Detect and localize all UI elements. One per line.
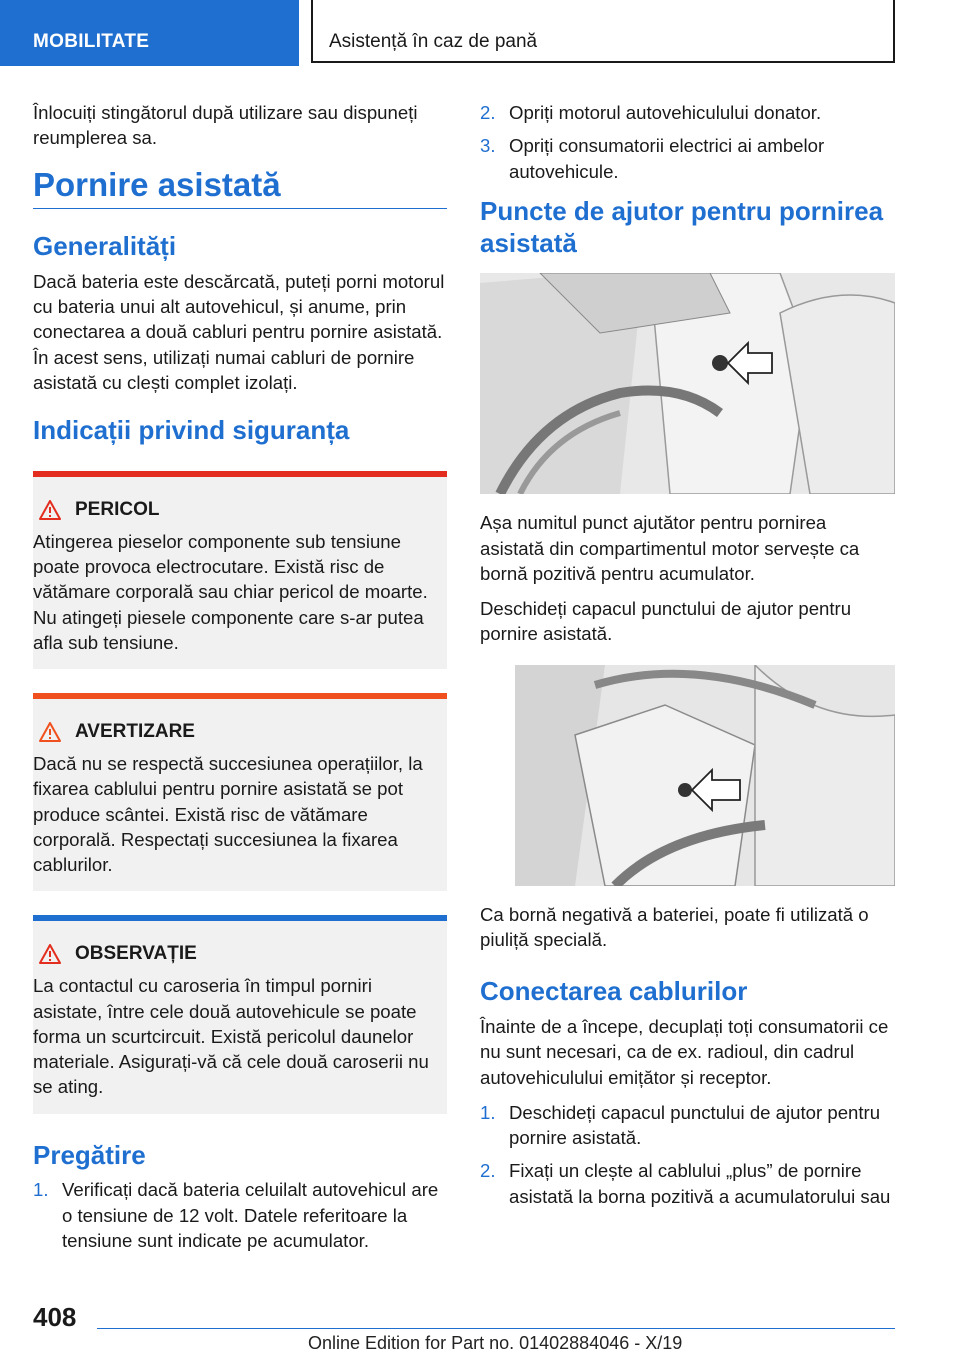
notice-label: OBSERVAȚIE bbox=[75, 943, 197, 965]
points-paragraph-1: Așa numitul punct ajutător pentru pornirea asistată din compartimentul motor servește ca bornă pozitivă pentru acumulator. bbox=[480, 512, 860, 584]
step-number: 1. bbox=[33, 1179, 49, 1201]
steps-top bbox=[480, 100, 895, 184]
points-paragraph-2: Deschideți capacul punctului de ajutor pentru pornire asistată. bbox=[480, 598, 852, 645]
step-text: Opriți motorul autovehiculului donator. bbox=[509, 102, 822, 123]
warning-triangle-icon bbox=[39, 944, 61, 964]
warning-title bbox=[39, 719, 435, 745]
step-number: 1. bbox=[480, 1101, 496, 1123]
warning-triangle-icon bbox=[39, 500, 61, 520]
general-heading: Generalități bbox=[33, 231, 177, 262]
intro-paragraph: Înlocuiți stingătorul după utilizare sau dispuneți reumplerea sa. bbox=[33, 102, 418, 149]
section-tab: MOBILITATE bbox=[0, 0, 299, 66]
engine-bay-photo-negative bbox=[515, 665, 895, 886]
warning-box bbox=[33, 693, 447, 891]
prep-heading: Pregătire bbox=[33, 1139, 146, 1170]
warning-triangle-icon bbox=[39, 722, 61, 742]
step-number: 2. bbox=[480, 102, 496, 123]
notice-text: La contactul cu caroseria în timpul porniri asistate, între cele două autovehicule se poate forma un scurtcircuit. Există pericolul daunelor materiale. Asigurați-vă că cele două caroserii nu se ating. bbox=[33, 975, 429, 1098]
page-title: Pornire asistată bbox=[33, 165, 447, 210]
list-item bbox=[480, 100, 895, 125]
list-item bbox=[480, 1158, 895, 1209]
connect-paragraph: Înainte de a începe, decuplați toți consumatorii ce nu sunt necesari, ca de ex. radioul, din cadrul autovehiculului emițător și receptor. bbox=[480, 1015, 889, 1088]
list-item bbox=[33, 1177, 447, 1253]
footer-divider bbox=[97, 1328, 895, 1329]
engine-bay-photo-positive bbox=[480, 273, 895, 494]
step-number: 3. bbox=[480, 135, 496, 157]
notice-title bbox=[39, 941, 435, 967]
danger-title bbox=[39, 497, 435, 523]
right-column bbox=[480, 100, 895, 1217]
danger-box bbox=[33, 471, 447, 669]
step-number: 2. bbox=[480, 1160, 496, 1182]
safety-heading: Indicații privind siguranța bbox=[33, 415, 350, 446]
warning-label: AVERTIZARE bbox=[75, 721, 195, 743]
connect-heading: Conectarea cablurilor bbox=[480, 976, 748, 1007]
prep-steps bbox=[33, 1177, 447, 1253]
danger-label: PERICOL bbox=[75, 499, 160, 520]
edition-text: Online Edition for Part no. 01402884046 - X/19 bbox=[308, 1333, 683, 1353]
step-text: Fixați un clește al cablului „plus” de pornire asistată la borna pozitivă a acumulatorului sau bbox=[509, 1160, 891, 1207]
connect-steps bbox=[480, 1100, 895, 1209]
step-text: Deschideți capacul punctului de ajutor pentru pornire asistată. bbox=[509, 1101, 881, 1149]
general-paragraph: Dacă bateria este descărcată, puteți porni motorul cu bateria unui alt autovehicul, și anume, prin conectarea a două cabluri pentru pornire asistată. În acest sens, utilizați numai cabluri de pornire asistată cu clești complet izolați. bbox=[33, 270, 445, 393]
page-header bbox=[0, 0, 960, 66]
step-text: Opriți consumatorii electrici ai ambelor autovehicule. bbox=[509, 135, 825, 182]
list-item bbox=[480, 1100, 895, 1151]
left-column bbox=[33, 100, 447, 1261]
points-heading: Puncte de ajutor pentru pornirea asistată bbox=[480, 195, 884, 258]
page-number: 408 bbox=[33, 1302, 77, 1332]
points-paragraph-3: Ca bornă negativă a bateriei, poate fi utilizată o piuliță specială. bbox=[480, 903, 869, 950]
list-item bbox=[480, 133, 895, 184]
warning-text: Dacă nu se respectă succesiunea operațiilor, la fixarea cablului pentru pornire asistată se pot produce scântei. Există risc de vătămare corporală. Respectați succesiunea la fixarea cablurilor. bbox=[33, 753, 423, 876]
step-text: Verificați dacă bateria celuilalt autovehicul are o tensiune de 12 volt. Datele referitoare la tensiune sunt indicate pe acumulator. bbox=[62, 1179, 439, 1251]
chapter-title: Asistență în caz de pană bbox=[311, 0, 895, 63]
notice-box bbox=[33, 915, 447, 1113]
danger-text: Atingerea pieselor componente sub tensiune poate provoca electrocutare. Există risc de vătămare corporală sau chiar pericol de moarte. Nu atingeți piesele componente care s-ar putea afla sub tensiune. bbox=[33, 530, 428, 653]
